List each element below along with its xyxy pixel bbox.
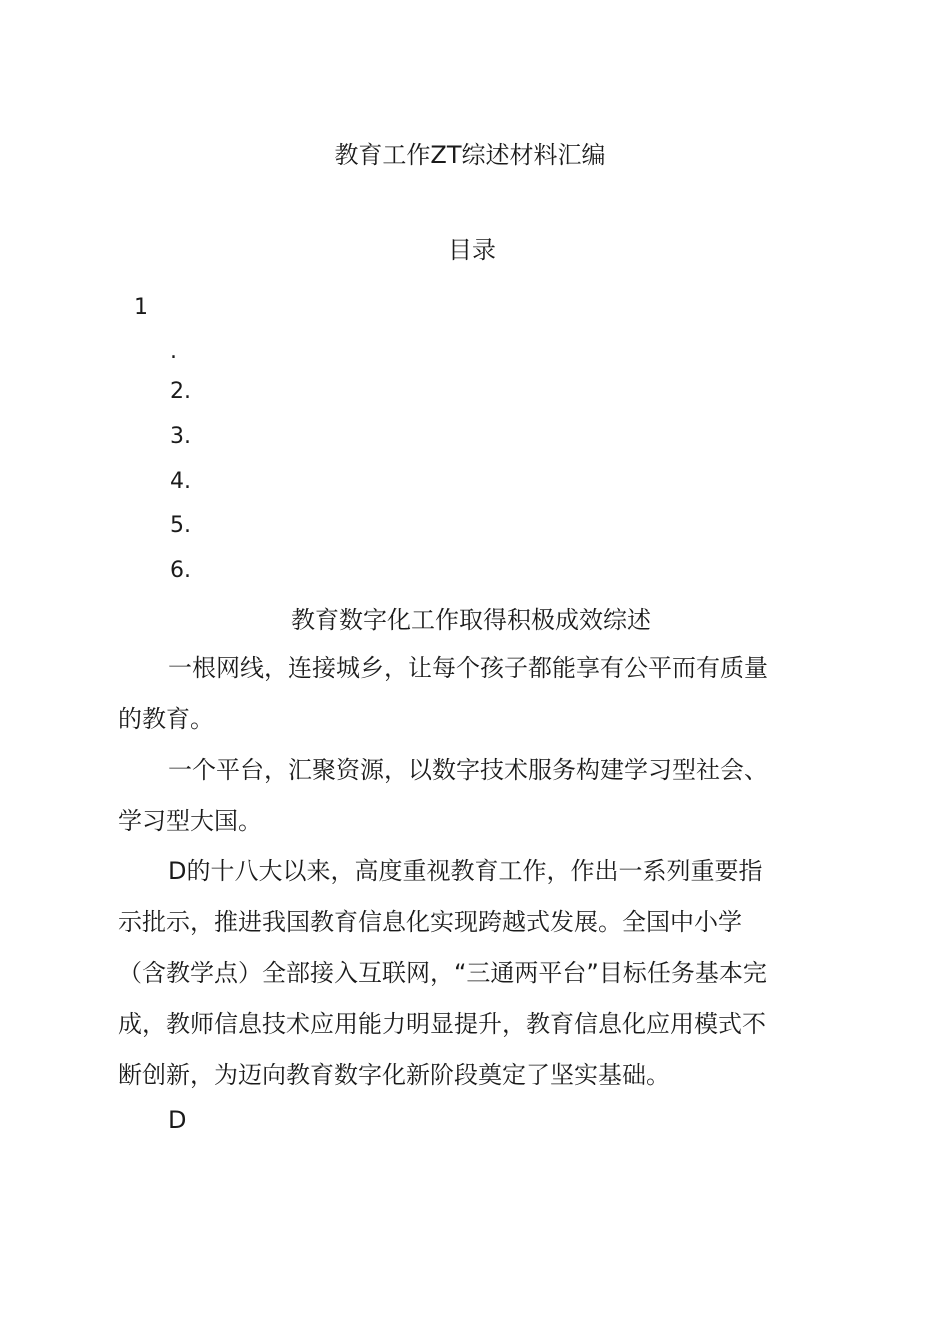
paragraph-line: （含教学点）全部接入互联网，“三通两平台”目标任务基本完: [118, 959, 767, 987]
toc-item: 2.: [170, 379, 191, 404]
paragraph: [118, 643, 828, 745]
toc-heading: 目录: [448, 236, 496, 264]
paragraph-line: 示批示，推进我国教育信息化实现跨越式发展。全国中小学: [118, 908, 742, 936]
paragraph-line: 成，教师信息技术应用能力明显提升，教育信息化应用模式不: [118, 1010, 766, 1038]
toc-item: 6.: [170, 558, 191, 583]
paragraph-line: 一根网线，连接城乡，让每个孩子都能享有公平而有质量: [168, 654, 768, 682]
toc-item: 1: [134, 295, 148, 320]
paragraph-line: 断创新，为迈向教育数字化新阶段奠定了坚实基础。: [118, 1061, 670, 1089]
paragraph-line: 的教育。: [118, 705, 214, 733]
paragraph-line: 学习型大国。: [118, 807, 262, 835]
paragraph: [118, 745, 828, 847]
toc-item: 4.: [170, 469, 191, 494]
paragraph-line: D: [168, 1106, 187, 1134]
paragraph-line: D的十八大以来，高度重视教育工作，作出一系列重要指: [168, 857, 763, 885]
toc-item: 3.: [170, 424, 191, 449]
paragraph-line: 一个平台，汇聚资源，以数字技术服务构建学习型社会、: [168, 756, 768, 784]
toc-item: 5.: [170, 513, 191, 538]
paragraph: [118, 846, 828, 1101]
toc-item: .: [170, 339, 177, 364]
paragraph: [118, 1095, 828, 1146]
section-title: 教育数字化工作取得积极成效综述: [291, 606, 651, 634]
document-title: 教育工作ZT综述材料汇编: [334, 141, 606, 169]
